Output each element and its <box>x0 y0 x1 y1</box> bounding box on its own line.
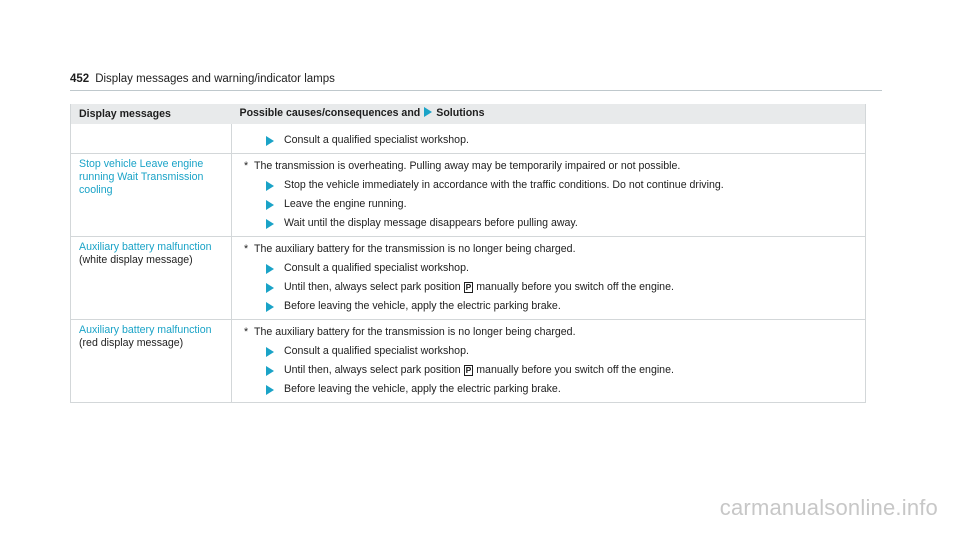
solution-step <box>266 345 859 358</box>
solution-step <box>266 217 859 230</box>
asterisk-icon: * <box>244 243 249 255</box>
messages-table <box>70 104 866 403</box>
step-text: Consult a qualified specialist workshop. <box>284 262 469 274</box>
park-position-icon: P <box>465 365 472 375</box>
solution-cell <box>232 154 866 237</box>
cause-line <box>244 326 859 339</box>
arrow-right-icon <box>266 219 274 229</box>
message-cell <box>71 124 232 154</box>
asterisk-icon: * <box>244 160 249 172</box>
message-cell <box>71 320 232 403</box>
arrow-right-icon <box>266 366 274 376</box>
column-header-solutions: Possible causes/consequences and Solutions <box>232 104 866 124</box>
column-header-messages: Display messages <box>71 104 232 124</box>
display-message-text: Auxiliary battery malfunction <box>79 241 212 253</box>
message-description: (red display message) <box>79 337 184 349</box>
page-number: 452 <box>70 73 90 85</box>
arrow-right-icon <box>266 347 274 357</box>
cause-text: The auxiliary battery for the transmission is no longer being charged. <box>254 326 576 338</box>
solution-step <box>266 300 859 313</box>
solution-step <box>266 262 859 275</box>
cause-line <box>244 243 859 256</box>
cause-text: The transmission is overheating. Pulling away may be temporarily impaired or not possible. <box>254 160 681 172</box>
display-message-text: Auxiliary battery malfunction <box>79 324 212 336</box>
table-row <box>71 124 866 154</box>
park-position-icon: P <box>465 282 472 292</box>
table-row <box>71 237 866 320</box>
step-text: Before leaving the vehicle, apply the electric parking brake. <box>284 383 561 395</box>
step-text: Consult a qualified specialist workshop. <box>284 345 469 357</box>
step-text: Wait until the display message disappears before pulling away. <box>284 217 578 229</box>
message-cell <box>71 237 232 320</box>
arrow-right-icon <box>266 385 274 395</box>
message-cell <box>71 154 232 237</box>
arrow-right-icon <box>266 181 274 191</box>
solution-cell <box>232 237 866 320</box>
message-description: (white display message) <box>79 254 193 266</box>
solution-step <box>266 364 859 377</box>
asterisk-icon: * <box>244 326 249 338</box>
arrow-right-icon <box>266 264 274 274</box>
page-title: Display messages and warning/indicator lamps <box>95 73 335 85</box>
display-message-text: Stop vehicle Leave engine running Wait Transmission cooling <box>79 158 204 196</box>
page-header <box>70 72 882 91</box>
arrow-right-icon <box>266 302 274 312</box>
table-row <box>71 320 866 403</box>
table-row <box>71 154 866 237</box>
arrow-right-icon <box>266 136 274 146</box>
solution-step <box>266 383 859 396</box>
table-body <box>71 124 866 403</box>
solution-cell <box>232 124 866 154</box>
solution-step <box>266 134 859 147</box>
cause-text: The auxiliary battery for the transmission is no longer being charged. <box>254 243 576 255</box>
table-header-row <box>71 104 866 124</box>
step-text: Consult a qualified specialist workshop. <box>284 134 469 146</box>
step-text: Leave the engine running. <box>284 198 407 210</box>
arrow-right-icon <box>266 200 274 210</box>
watermark: carmanualsonline.info <box>719 495 938 520</box>
solution-step <box>266 179 859 192</box>
step-text: Stop the vehicle immediately in accordance with the traffic conditions. Do not continue driving. <box>284 179 724 191</box>
solution-step <box>266 281 859 294</box>
arrow-right-icon <box>424 107 432 121</box>
step-text: Before leaving the vehicle, apply the electric parking brake. <box>284 300 561 312</box>
step-text: Until then, always select park position P manually before you switch off the engine. <box>284 281 674 293</box>
solution-cell <box>232 320 866 403</box>
step-text: Until then, always select park position P manually before you switch off the engine. <box>284 364 674 376</box>
arrow-right-icon <box>266 283 274 293</box>
solution-step <box>266 198 859 211</box>
cause-line <box>244 160 859 173</box>
